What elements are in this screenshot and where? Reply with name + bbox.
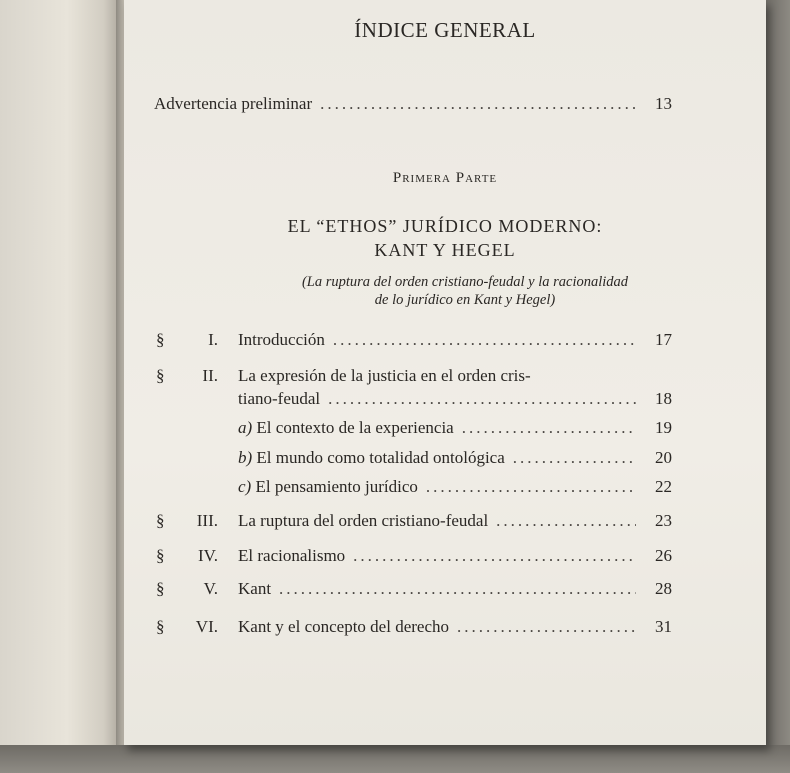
page-number: 17	[655, 330, 672, 349]
section-symbol: §	[156, 579, 165, 598]
entry-title: El contexto de la experiencia	[256, 418, 454, 437]
toc-entry-preliminary	[154, 94, 672, 114]
book-page	[124, 0, 766, 745]
entry-title: La expresión de la justicia en el orden cris-	[238, 366, 531, 385]
page-number: 18	[655, 389, 672, 408]
entry-numeral: I.	[208, 330, 218, 349]
dot-leader	[462, 418, 636, 438]
page-number: 23	[655, 511, 672, 530]
entry-title: El racionalismo	[238, 546, 346, 565]
section-symbol: §	[156, 546, 165, 565]
entry-numeral: IV.	[198, 546, 218, 565]
dot-leader	[333, 330, 636, 350]
page-number: 19	[655, 418, 672, 437]
dot-leader	[457, 617, 636, 637]
subentry-letter: a)	[238, 418, 253, 437]
toc-subentry-b	[238, 448, 672, 468]
entry-title: Kant	[238, 579, 272, 598]
entry-numeral: III.	[196, 511, 218, 530]
part-subtitle-line2: de lo jurídico en Kant y Hegel)	[374, 292, 556, 308]
page-number: 31	[655, 617, 672, 636]
dot-leader	[328, 389, 636, 409]
entry-title: Advertencia preliminar	[154, 94, 313, 113]
background-edge	[766, 0, 790, 773]
entry-title: La ruptura del orden cristiano-feudal	[238, 511, 489, 530]
subentry-letter: b)	[238, 448, 253, 467]
page-title: ÍNDICE GENERAL	[354, 18, 536, 42]
entry-title: Introducción	[238, 330, 325, 349]
page-number: 20	[655, 448, 672, 467]
toc-entry-1	[238, 330, 672, 350]
entry-numeral: V.	[203, 579, 218, 598]
toc-entry-2-line1	[238, 366, 531, 386]
page-number: 26	[655, 546, 672, 565]
entry-numeral: II.	[202, 366, 218, 385]
background-bottom	[0, 745, 790, 773]
entry-title: tiano-feudal	[238, 389, 321, 408]
toc-subentry-a	[238, 418, 672, 438]
part-title-line1: EL “ETHOS” JURÍDICO MODERNO:	[287, 216, 603, 236]
left-page	[0, 0, 122, 773]
section-symbol: §	[156, 617, 165, 636]
section-symbol: §	[156, 366, 165, 385]
toc-entry-2-line2	[238, 389, 672, 409]
page-number: 22	[655, 477, 672, 496]
dot-leader	[279, 579, 636, 599]
entry-title: Kant y el concepto del derecho	[238, 617, 449, 636]
section-symbol: §	[156, 511, 165, 530]
dot-leader	[320, 94, 636, 114]
part-subtitle-line1: (La ruptura del orden cristiano-feudal y la racionalidad	[301, 274, 629, 290]
dot-leader	[496, 511, 636, 531]
entry-title: El mundo como totalidad ontológica	[256, 448, 505, 467]
part-title-line2: KANT Y HEGEL	[374, 240, 516, 260]
part-label: Primera Parte	[392, 170, 498, 186]
toc-entry-4	[238, 546, 672, 566]
toc-entry-6	[238, 617, 672, 637]
page-number: 13	[655, 94, 672, 113]
entry-title: El pensamiento jurídico	[255, 477, 418, 496]
page-number: 28	[655, 579, 672, 598]
subentry-letter: c)	[238, 477, 252, 496]
toc-entry-5	[238, 579, 672, 599]
toc-entry-3	[238, 511, 672, 531]
entry-numeral: VI.	[195, 617, 218, 636]
dot-leader	[426, 477, 636, 497]
dot-leader	[353, 546, 636, 566]
dot-leader	[513, 448, 636, 468]
section-symbol: §	[156, 330, 165, 349]
toc-subentry-c	[238, 477, 672, 497]
